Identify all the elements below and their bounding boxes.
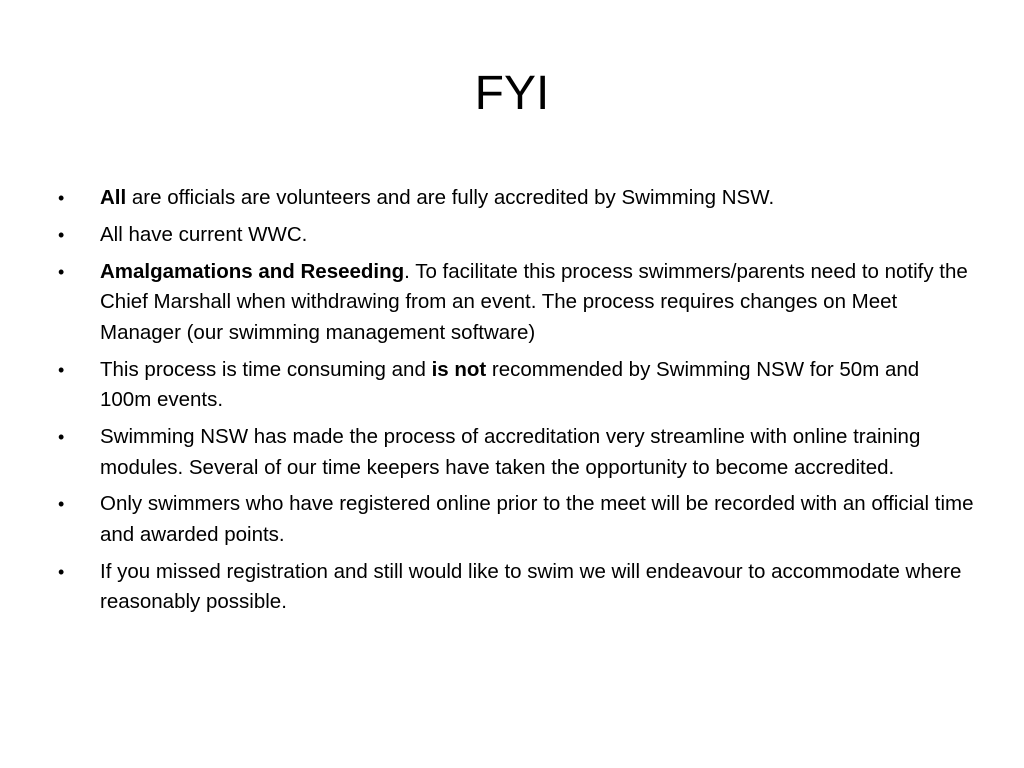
bullet-dot-icon: • [58,224,65,245]
bullet-text: Swimming NSW has made the process of accreditation very streamline with online training modules. Several of our time keepers have taken the opportunity to become accredited. [100,424,921,479]
bullet-text: recommended by Swimming NSW for 50m and 100m events. [100,357,920,412]
bullet-item [56,422,976,483]
bullet-bold-text: Amalgamations and Reseeding [100,259,405,283]
bullet-text: If you missed registration and still would like to swim we will endeavour to accommodate where reasonably possible. [100,559,962,614]
bullet-dot-icon: • [58,261,65,282]
bullet-bold-text: is not [431,357,487,381]
bullet-text: . To facilitate this process swimmers/parents need to notify the Chief Marshall when withdrawing from an event. The process requires changes on Meet Manager (our swimming management software) [100,259,968,344]
bullet-dot-icon: • [58,426,65,447]
bullet-text: This process is time consuming and [100,357,432,381]
bullet-dot-icon: • [58,188,65,208]
slide-title: FYI [474,67,550,120]
bullet-item [56,557,976,618]
bullet-item [56,489,976,550]
bullet-text: All have current WWC. [100,222,308,246]
bullet-text: are officials are volunteers and are fully accredited by Swimming NSW. [126,186,775,209]
bullet-text: Only swimmers who have registered online prior to the meet will be recorded with an official time and awarded points. [100,492,974,546]
bullet-item [56,355,976,416]
bullet-item [56,220,976,251]
bullet-item [56,183,976,214]
bullet-list [56,183,976,624]
bullet-dot-icon: • [58,561,65,582]
bullet-dot-icon: • [58,494,65,515]
bullet-bold-text: All [100,186,127,209]
bullet-dot-icon: • [58,359,65,380]
bullet-item [56,257,976,349]
